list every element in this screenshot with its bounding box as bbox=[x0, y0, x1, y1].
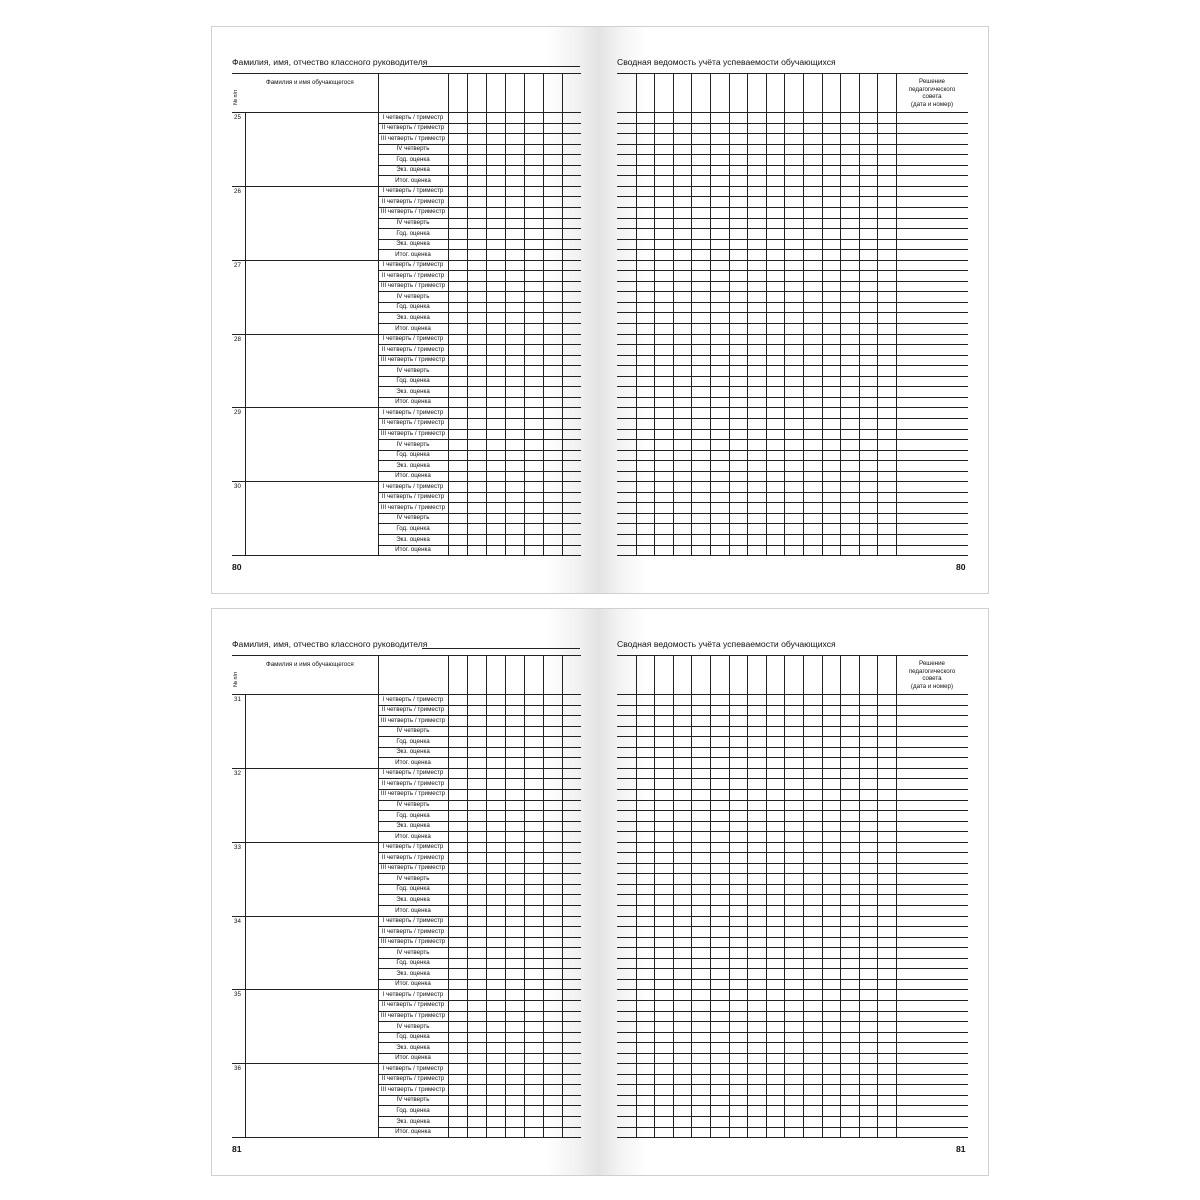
student-row-number: 31 bbox=[234, 696, 241, 703]
grading-period-label: Итог. оценка bbox=[395, 398, 431, 406]
grading-period-label: II четверть / триместр bbox=[381, 197, 445, 205]
grading-period-label: II четверть / триместр bbox=[381, 271, 445, 279]
grading-period-label: Экз. оценка bbox=[396, 1043, 430, 1051]
grid-line bbox=[617, 260, 968, 261]
grading-period-label: I четверть / триместр bbox=[382, 843, 444, 851]
grid-line bbox=[617, 1137, 968, 1138]
column-header-student-name: Фамилия и имя обучающегося bbox=[266, 661, 354, 668]
grid-line bbox=[617, 407, 968, 408]
grading-period-label: Итог. оценка bbox=[395, 176, 431, 184]
student-row-number: 26 bbox=[234, 187, 241, 195]
grading-period-label: Год. оценка bbox=[396, 737, 430, 745]
grading-period-label: I четверть / триместр bbox=[382, 408, 444, 416]
grid-line bbox=[524, 73, 525, 555]
grading-period-label: IV четверть bbox=[396, 1022, 430, 1030]
student-row-number: 30 bbox=[234, 483, 241, 491]
grid-line bbox=[803, 73, 804, 555]
grading-period-label: Экз. оценка bbox=[396, 313, 430, 321]
student-name-cell[interactable] bbox=[246, 261, 377, 333]
grid-line bbox=[617, 334, 968, 335]
grid-line bbox=[617, 1063, 968, 1064]
grading-period-label: IV четверть bbox=[396, 292, 430, 300]
grid-line bbox=[729, 655, 730, 1137]
grid-line bbox=[654, 655, 655, 1137]
grid-line bbox=[840, 655, 841, 1137]
grading-period-label: II четверть / триместр bbox=[381, 493, 445, 501]
grading-period-label: Итог. оценка bbox=[395, 980, 431, 988]
grading-period-label: I четверть / триместр bbox=[382, 261, 444, 269]
council-header-line: совета bbox=[922, 675, 942, 683]
grid-line bbox=[524, 655, 525, 1137]
grid-line bbox=[617, 916, 968, 917]
grid-line bbox=[232, 73, 581, 74]
grading-period-label: IV четверть bbox=[396, 219, 430, 226]
grading-period-label: I четверть / триместр bbox=[382, 695, 444, 703]
grading-period-label: Экз. оценка bbox=[396, 748, 430, 756]
grading-period-label: I четверть / триместр bbox=[382, 335, 444, 343]
grading-period-label: IV четверть bbox=[396, 514, 430, 522]
grading-period-label: IV четверть bbox=[396, 801, 430, 808]
grading-period-label: Год. оценка bbox=[396, 1033, 430, 1041]
grading-period-label: Экз. оценка bbox=[396, 240, 430, 248]
left-page bbox=[212, 27, 600, 593]
grading-period-label: I четверть / триместр bbox=[382, 1064, 444, 1072]
grading-period-label: Год. оценка bbox=[396, 303, 430, 311]
page-number-right: 81 bbox=[956, 1144, 966, 1154]
grid-line bbox=[232, 555, 581, 556]
grading-period-label: III четверть / триместр bbox=[380, 1085, 446, 1093]
grading-period-label: Экз. оценка bbox=[396, 166, 430, 174]
grading-period-label: IV четверть bbox=[396, 145, 430, 153]
grading-period-label: I четверть / триместр bbox=[382, 917, 444, 925]
grid-line bbox=[840, 73, 841, 555]
grading-period-label: Экз. оценка bbox=[396, 822, 430, 830]
grading-period-label: III четверть / триместр bbox=[380, 430, 446, 437]
grid-line bbox=[896, 73, 897, 555]
grading-period-label: Экз. оценка bbox=[396, 387, 430, 395]
grid-line bbox=[543, 73, 544, 555]
journal-spread bbox=[211, 608, 989, 1176]
class-teacher-name-line[interactable] bbox=[422, 66, 580, 67]
grading-period-label: II четверть / триместр bbox=[381, 419, 445, 427]
grading-period-label: I четверть / триместр bbox=[382, 187, 444, 195]
grading-period-label: Год. оценка bbox=[396, 229, 430, 237]
grid-line bbox=[747, 655, 748, 1137]
student-name-cell[interactable] bbox=[246, 843, 377, 915]
council-header-line: педагогического bbox=[908, 667, 956, 675]
column-header-number: № п/п bbox=[233, 89, 239, 105]
page-number-left: 80 bbox=[232, 562, 242, 572]
grading-period-label: II четверть / триместр bbox=[381, 853, 445, 861]
student-row-number: 27 bbox=[234, 261, 241, 269]
grid-line bbox=[617, 655, 968, 656]
grading-period-label: Итог. оценка bbox=[395, 250, 431, 258]
grid-line bbox=[784, 73, 785, 555]
grid-line bbox=[877, 73, 878, 555]
grading-period-label: Итог. оценка bbox=[395, 1054, 431, 1062]
grid-line bbox=[654, 73, 655, 555]
summary-sheet-title: Сводная ведомость учёта успеваемости обучающихся bbox=[617, 639, 836, 649]
grid-line bbox=[232, 1137, 581, 1138]
grading-period-label: IV четверть bbox=[396, 366, 430, 374]
column-header-number: № п/п bbox=[233, 671, 239, 687]
grid-line bbox=[617, 73, 968, 74]
grid-line bbox=[617, 989, 968, 990]
grading-period-label: Год. оценка bbox=[396, 377, 430, 385]
grid-line bbox=[691, 73, 692, 555]
grading-period-label: III четверть / триместр bbox=[380, 134, 446, 142]
student-name-cell[interactable] bbox=[246, 917, 377, 989]
grading-period-label: Итог. оценка bbox=[395, 1128, 431, 1136]
grid-line bbox=[543, 655, 544, 1137]
grid-line bbox=[822, 73, 823, 555]
grid-line bbox=[747, 73, 748, 555]
grading-period-label: Итог. оценка bbox=[395, 472, 431, 480]
council-header-line: (дата и номер) bbox=[910, 100, 954, 108]
grid-line bbox=[617, 186, 968, 187]
column-header-council-decision bbox=[896, 660, 968, 690]
grading-period-label: II четверть / триместр bbox=[381, 1001, 445, 1009]
grading-period-label: III четверть / триместр bbox=[380, 282, 446, 290]
student-name-cell[interactable] bbox=[246, 1064, 377, 1136]
column-header-council-decision bbox=[896, 78, 968, 108]
grading-period-label: Итог. оценка bbox=[395, 906, 431, 914]
grading-period-label: Экз. оценка bbox=[396, 895, 430, 903]
grading-period-label: Год. оценка bbox=[396, 451, 430, 459]
grid-line bbox=[617, 768, 968, 769]
grading-period-label: IV четверть bbox=[396, 948, 430, 956]
grid-line bbox=[617, 112, 968, 113]
grading-period-label: IV четверть bbox=[396, 727, 430, 735]
grid-line bbox=[467, 655, 468, 1137]
grid-line bbox=[562, 655, 563, 1137]
grading-period-label: I четверть / триместр bbox=[382, 482, 444, 490]
grading-period-label: III четверть / триместр bbox=[380, 1012, 446, 1019]
student-name-cell[interactable] bbox=[246, 695, 377, 767]
student-name-cell[interactable] bbox=[246, 335, 377, 407]
student-name-cell[interactable] bbox=[246, 408, 377, 480]
grid-line bbox=[691, 655, 692, 1137]
class-teacher-title: Фамилия, имя, отчество классного руководителя bbox=[232, 639, 428, 649]
grading-period-label: Итог. оценка bbox=[395, 324, 431, 332]
column-header-student-name: Фамилия и имя обучающегося bbox=[266, 79, 354, 86]
grading-period-label: III четверть / триместр bbox=[380, 864, 446, 872]
grid-line bbox=[766, 73, 767, 555]
grid-line bbox=[467, 73, 468, 555]
grid-line bbox=[617, 555, 968, 556]
grading-period-label: II четверть / триместр bbox=[381, 1075, 445, 1083]
grid-line bbox=[710, 655, 711, 1137]
student-name-cell[interactable] bbox=[246, 769, 377, 841]
grid-line bbox=[636, 73, 637, 555]
grading-period-label: II четверть / триместр bbox=[381, 779, 445, 787]
grid-line bbox=[710, 73, 711, 555]
grading-period-label: III четверть / триместр bbox=[380, 503, 446, 511]
grading-period-label: Экз. оценка bbox=[396, 969, 430, 977]
student-row-number: 28 bbox=[234, 335, 241, 343]
grid-line bbox=[617, 694, 968, 695]
student-row-number: 35 bbox=[234, 991, 241, 999]
grid-line bbox=[784, 655, 785, 1137]
grid-line bbox=[859, 655, 860, 1137]
grid-line bbox=[617, 842, 968, 843]
student-row-number: 32 bbox=[234, 769, 241, 777]
grid-line bbox=[673, 655, 674, 1137]
grading-period-label: Итог. оценка bbox=[395, 758, 431, 766]
student-name-cell[interactable] bbox=[246, 990, 377, 1062]
council-header-line: (дата и номер) bbox=[910, 682, 954, 690]
summary-sheet-title: Сводная ведомость учёта успеваемости обучающихся bbox=[617, 57, 836, 67]
council-header-line: Решение bbox=[918, 78, 945, 85]
grading-period-label: Экз. оценка bbox=[396, 1117, 430, 1125]
student-name-cell[interactable] bbox=[246, 482, 377, 554]
grid-line bbox=[636, 655, 637, 1137]
page-number-left: 81 bbox=[232, 1144, 242, 1154]
grid-line bbox=[448, 73, 449, 555]
grid-line bbox=[448, 655, 449, 1137]
grid-line bbox=[803, 655, 804, 1137]
grading-period-label: II четверть / триместр bbox=[381, 124, 445, 132]
council-header-line: совета bbox=[922, 93, 942, 101]
class-teacher-name-line[interactable] bbox=[422, 648, 580, 649]
grid-line bbox=[617, 481, 968, 482]
page-number-right: 80 bbox=[956, 562, 966, 572]
grid-line bbox=[673, 73, 674, 555]
student-name-cell[interactable] bbox=[246, 187, 377, 259]
grading-period-label: I четверть / триместр bbox=[382, 990, 444, 998]
grading-period-label: Год. оценка bbox=[396, 1106, 430, 1114]
grid-line bbox=[822, 655, 823, 1137]
grid-line bbox=[729, 73, 730, 555]
grid-line bbox=[859, 73, 860, 555]
class-teacher-title: Фамилия, имя, отчество классного руководителя bbox=[232, 57, 428, 67]
grading-period-label: III четверть / триместр bbox=[380, 208, 446, 216]
grid-line bbox=[486, 655, 487, 1137]
student-row-number: 36 bbox=[234, 1065, 241, 1073]
grading-period-label: Экз. оценка bbox=[396, 535, 430, 543]
grading-period-label: Год. оценка bbox=[396, 811, 430, 819]
student-row-number: 34 bbox=[234, 917, 241, 925]
grid-line bbox=[486, 73, 487, 555]
right-page bbox=[600, 609, 988, 1175]
grading-period-label: IV четверть bbox=[396, 874, 430, 882]
grading-period-label: III четверть / триместр bbox=[380, 790, 446, 798]
grading-period-label: Экз. оценка bbox=[396, 461, 430, 469]
right-page bbox=[600, 27, 988, 593]
grading-period-label: II четверть / триместр bbox=[381, 927, 445, 935]
grading-period-label: II четверть / триместр bbox=[381, 706, 445, 714]
grading-period-label: II четверть / триместр bbox=[381, 345, 445, 353]
grid-line bbox=[562, 73, 563, 555]
council-header-line: Решение bbox=[918, 660, 945, 667]
journal-spread bbox=[211, 26, 989, 594]
grading-period-label: Итог. оценка bbox=[395, 546, 431, 554]
left-page bbox=[212, 609, 600, 1175]
grading-period-label: I четверть / триместр bbox=[382, 113, 444, 121]
student-name-cell[interactable] bbox=[246, 113, 377, 185]
student-row-number: 29 bbox=[234, 409, 241, 417]
grid-line bbox=[505, 655, 506, 1137]
grading-period-label: Итог. оценка bbox=[395, 832, 431, 840]
grading-period-label: III четверть / триместр bbox=[380, 716, 446, 724]
grading-period-label: III четверть / триместр bbox=[380, 938, 446, 946]
grid-line bbox=[766, 655, 767, 1137]
grading-period-label: IV четверть bbox=[396, 440, 430, 448]
grading-period-label: Год. оценка bbox=[396, 959, 430, 967]
student-row-number: 33 bbox=[234, 843, 241, 851]
grading-period-label: I четверть / триместр bbox=[382, 769, 444, 777]
grading-period-label: Год. оценка bbox=[396, 155, 430, 163]
grid-line bbox=[896, 655, 897, 1137]
grading-period-label: IV четверть bbox=[396, 1096, 430, 1104]
grading-period-label: Год. оценка bbox=[396, 524, 430, 532]
council-header-line: педагогического bbox=[908, 85, 956, 93]
grid-line bbox=[877, 655, 878, 1137]
grid-line bbox=[505, 73, 506, 555]
grid-line bbox=[232, 655, 581, 656]
student-row-number: 25 bbox=[234, 114, 241, 121]
grading-period-label: III четверть / триместр bbox=[380, 356, 446, 364]
grading-period-label: Год. оценка bbox=[396, 885, 430, 893]
